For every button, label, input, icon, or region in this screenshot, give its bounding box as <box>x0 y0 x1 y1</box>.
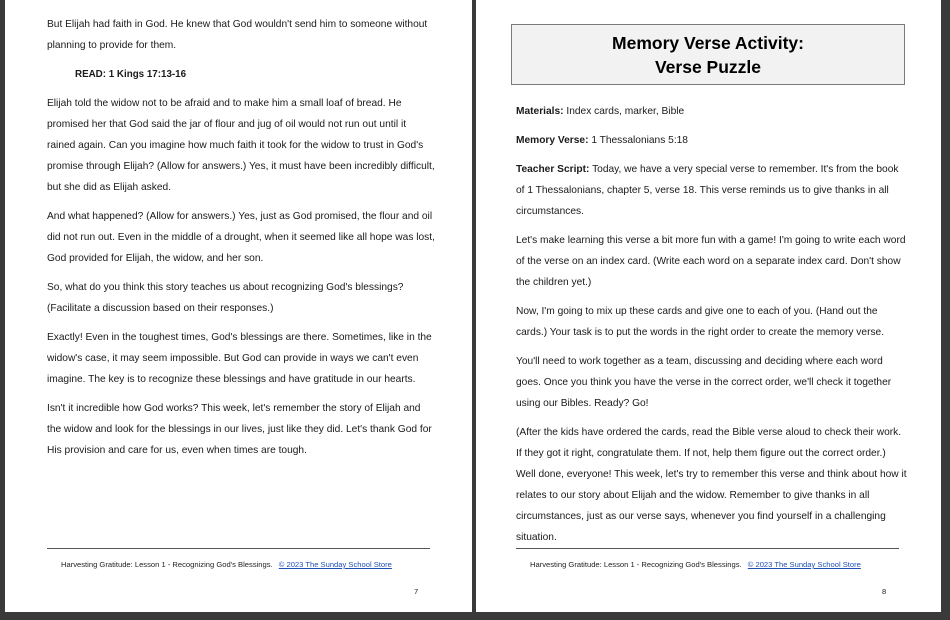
footer-divider <box>516 548 899 549</box>
memory-verse-text: 1 Thessalonians 5:18 <box>588 135 688 146</box>
materials-label: Materials: <box>516 106 564 117</box>
materials-text: Index cards, marker, Bible <box>563 106 685 117</box>
paragraph: (After the kids have ordered the cards, read the Bible verse aloud to check their work. If they got it right, congratulate them. If not, help them figure out the correct order.) Well done, everyone! This week, let's try to remember this verse and think about how it relates to our story about Elijah and the widow. Remember to give thanks in all circumstances, just as our verse says, whenever you find yourself in a challenging situation. <box>516 427 907 543</box>
page-number: 7 <box>414 587 419 596</box>
memory-verse-line <box>516 130 908 151</box>
footer <box>530 560 861 569</box>
activity-title: Memory Verse Activity: <box>612 33 804 53</box>
footer-divider <box>47 548 430 549</box>
teacher-script <box>516 159 908 222</box>
paragraph: And what happened? (Allow for answers.) Yes, just as God promised, the flour and oil did not run out. Even in the middle of a drought, when it seemed like all hope was lost, God provided for Elijah, the widow, and her son. <box>47 211 435 264</box>
footer <box>61 560 392 569</box>
page-number: 8 <box>882 587 887 596</box>
footer-text: Harvesting Gratitude: Lesson 1 - Recognizing God's Blessings. <box>61 560 273 569</box>
footer-text: Harvesting Gratitude: Lesson 1 - Recognizing God's Blessings. <box>530 560 742 569</box>
right-page-content <box>516 14 908 556</box>
teacher-script-label: Teacher Script: <box>516 164 590 175</box>
read-reference: READ: 1 Kings 17:13-16 <box>75 69 187 80</box>
teacher-script-text: Today, we have a very special verse to remember. It's from the book of 1 Thessalonians, chapter 5, verse 18. This verse reminds us to give thanks in all circumstances. <box>516 164 899 217</box>
left-page <box>5 0 472 612</box>
paragraph: Elijah told the widow not to be afraid and to make him a small loaf of bread. He promised her that God said the jar of flour and jug of oil would not run out until it rained again. Can you imagine how much faith it took for the widow to trust in God's promise through Elijah? (Allow for answers.) Yes, it must have been incredibly difficult, but she did as Elijah asked. <box>47 98 435 193</box>
left-page-content <box>47 14 437 469</box>
paragraph: Isn't it incredible how God works? This week, let's remember the story of Elijah and the widow and look for the blessings in our lives, just like they did. Let's thank God for His provision and care for us, even when times are tough. <box>47 403 432 456</box>
right-page <box>476 0 941 612</box>
memory-verse-label: Memory Verse: <box>516 135 589 146</box>
paragraph: Let's make learning this verse a bit more fun with a game! I'm going to write each word of the verse on an index card. (Write each word on a separate index card. Don't show the children yet.) <box>516 235 906 288</box>
copyright-link[interactable]: © 2023 The Sunday School Store <box>278 560 392 569</box>
paragraph: So, what do you think this story teaches us about recognizing God's blessings? (Facilitate a discussion based on their responses.) <box>47 282 404 314</box>
paragraph: Exactly! Even in the toughest times, God's blessings are there. Sometimes, like in the widow's case, it may seem impossible. But God can provide in ways we can't even imagine. The key is to recognize these blessings and have gratitude in our hearts. <box>47 332 432 385</box>
paragraph: You'll need to work together as a team, discussing and deciding where each word goes. Once you think you have the verse in the correct order, we'll check it together using our Bibles. Ready? Go! <box>516 356 892 409</box>
materials-line <box>516 101 908 122</box>
activity-title-box <box>511 24 905 85</box>
paragraph: Now, I'm going to mix up these cards and give one to each of you. (Hand out the cards.) Your task is to put the words in the right order to create the memory verse. <box>516 306 885 338</box>
activity-subtitle: Verse Puzzle <box>654 57 762 77</box>
paragraph: But Elijah had faith in God. He knew that God wouldn't send him to someone without planning to provide for them. <box>47 19 428 51</box>
copyright-link[interactable]: © 2023 The Sunday School Store <box>747 560 861 569</box>
